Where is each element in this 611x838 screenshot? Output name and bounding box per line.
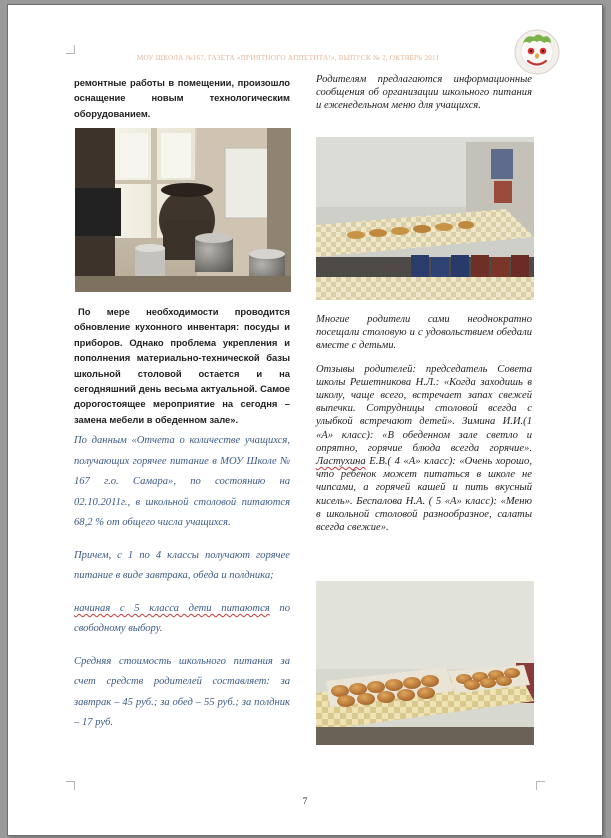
page-number: 7 — [302, 797, 308, 807]
intro-fragment: ремонтные работы в помещении, произошло оснащение новым технологическим оборудованием. — [74, 77, 290, 119]
right-column-lower — [316, 313, 532, 534]
free-choice-rest: по свободному выбору. — [74, 602, 290, 635]
report-paragraph: По данным «Отчета о количестве учащихся, получающих горячее питание в МОУ Школе № 167 г.о. Самара», по состоянию на 02.10.2011г., в школьной столовой питаются 68,2 % от общего числа учащихся. — [74, 435, 290, 529]
parents-feedback-paragraph — [316, 363, 532, 535]
dining-hall-photo — [316, 137, 534, 300]
free-choice-paragraph — [74, 599, 290, 640]
crop-mark-bottom-right — [536, 781, 545, 790]
feedback-part-2: Е.В.( 4 «А» класс): «Очень хорошо, что ребенок может питаться в школе не чипсами, а горячей кашей и пить вкусный кисель». Беспалова Н.А. ( 5 «А» класс): «Меню в школьной столовой разнообразное, салаты всегда свежие». — [316, 456, 532, 534]
parents-info-paragraph: Родителям предлагаются информационные сообщения об организации школьного питания и еженедельном меню для учащихся. — [316, 74, 532, 112]
feedback-name-underlined: Ластухина — [316, 456, 366, 468]
kitchen-paragraph: По мере необходимости проводится обновление кухонного инвентаря: посуды и приборов. Однако проблема укрепления и пополнения материально-технической базы школьной столовой остается и на сегодняшний день весьма актуальной. Самое дорогостоящее мероприятие на сегодня – замена мебели в обеденном зале». — [74, 306, 290, 425]
feedback-part-1: Отзывы родителей: председатель Совета школы Решетникова Н.Л.: «Когда заходишь в школу, чаще всего, встречает запах свежей выпечки. Сотрудницы столовой всегда с улыбкой встречают детей». Зимина И.И.(1 «А» класс): «В обеденном зале светло и опрятно, горячие блюда всегда горячие». — [316, 363, 532, 454]
pastries-photo — [316, 581, 534, 745]
parents-visited-paragraph: Многие родители сами неоднократно посещали столовую и с удовольствием обедали вместе с детьми. — [316, 314, 532, 352]
free-choice-underlined: начиная с 5 класса дети питаются — [74, 602, 270, 614]
smiling-plate-logo — [514, 29, 560, 75]
left-column — [74, 75, 290, 121]
crop-mark-bottom-left — [66, 781, 75, 790]
document-page — [7, 4, 603, 836]
right-column — [316, 73, 532, 113]
left-column-lower — [74, 304, 290, 734]
running-header: МОУ ШКОЛА №167, ГАЗЕТА «ПРИЯТНОГО АППЕТИТА!», ВЫПУСК № 2, ОКТЯБРЬ 2011 — [136, 53, 440, 62]
grades-paragraph: Причем, с 1 по 4 классы получают горячее питание в виде завтрака, обеда и полдника; — [74, 549, 290, 582]
kitchen-photo — [75, 128, 291, 292]
cost-paragraph: Средняя стоимость школьного питания за счет средств родителей составляет: за завтрак – 45 руб.; за обед – 55 руб.; за полдник – 17 руб. — [74, 655, 290, 729]
